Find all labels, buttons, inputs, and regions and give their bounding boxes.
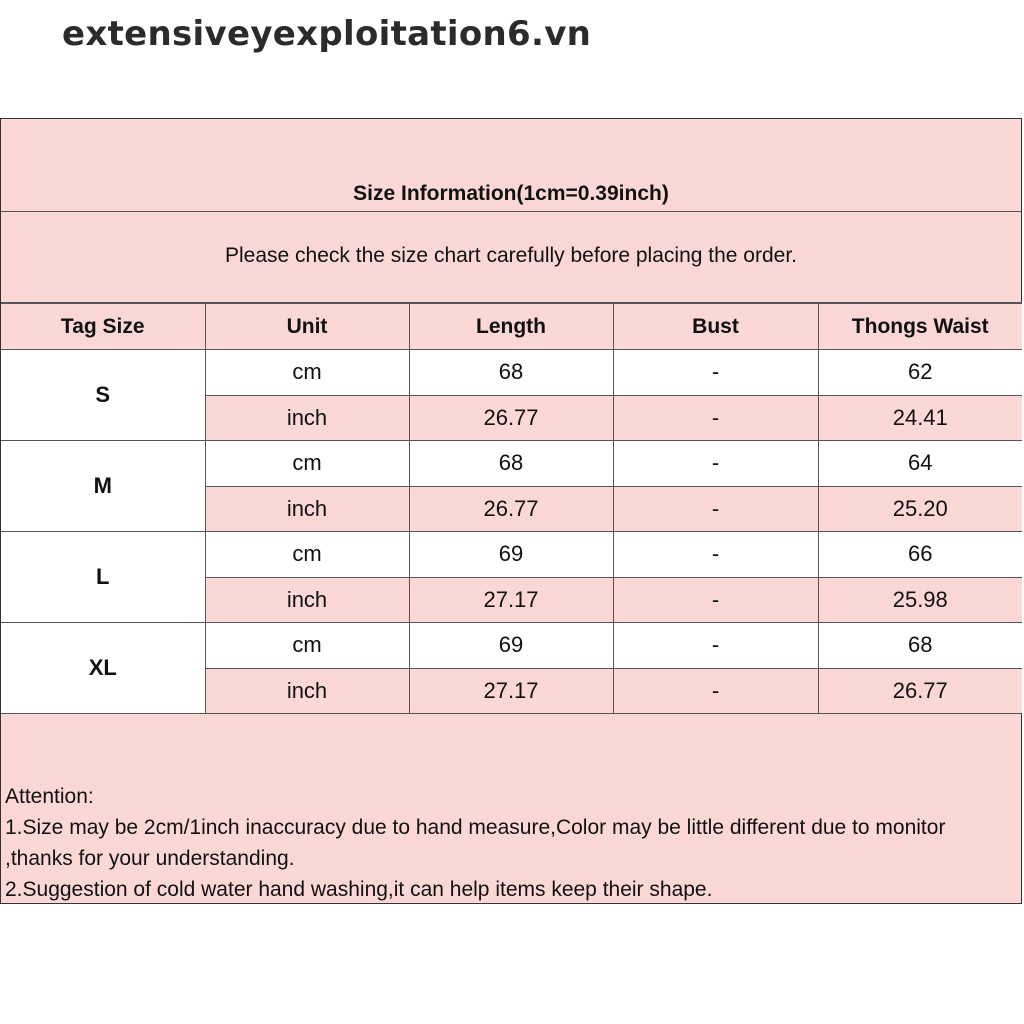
size-label: S <box>1 350 205 441</box>
waist-cell: 66 <box>818 532 1022 578</box>
attention-line-2: 2.Suggestion of cold water hand washing,it can help items keep their shape. <box>5 878 713 901</box>
waist-cell: 25.98 <box>818 577 1022 623</box>
waist-cell: 26.77 <box>818 668 1022 714</box>
bust-cell: - <box>613 577 818 623</box>
size-table <box>1 303 1022 714</box>
length-cell: 26.77 <box>409 395 613 441</box>
length-cell: 68 <box>409 441 613 487</box>
header-bust: Bust <box>613 304 818 350</box>
header-unit: Unit <box>205 304 409 350</box>
bust-cell: - <box>613 350 818 396</box>
attention-notes <box>5 781 1011 905</box>
bust-cell: - <box>613 532 818 578</box>
unit-cell: cm <box>205 532 409 578</box>
unit-cell: cm <box>205 350 409 396</box>
size-chart <box>0 118 1022 904</box>
length-cell: 27.17 <box>409 668 613 714</box>
unit-cell: cm <box>205 441 409 487</box>
header-tag-size: Tag Size <box>1 304 205 350</box>
unit-cell: inch <box>205 395 409 441</box>
length-cell: 27.17 <box>409 577 613 623</box>
watermark-text: extensiveyexploitation6.vn <box>62 14 592 54</box>
length-cell: 68 <box>409 350 613 396</box>
waist-cell: 25.20 <box>818 486 1022 532</box>
attention-line-1: 1.Size may be 2cm/1inch inaccuracy due to hand measure,Color may be little different due to monitor ,thanks for your understanding. <box>5 816 946 870</box>
header-length: Length <box>409 304 613 350</box>
length-cell: 69 <box>409 623 613 669</box>
chart-title: Size Information(1cm=0.39inch) <box>353 182 669 205</box>
size-label: XL <box>1 623 205 714</box>
bust-cell: - <box>613 623 818 669</box>
size-label: M <box>1 441 205 532</box>
table-row <box>1 441 1022 487</box>
bust-cell: - <box>613 486 818 532</box>
title-row <box>1 119 1021 212</box>
header-row <box>1 304 1022 350</box>
table-row <box>1 623 1022 669</box>
size-label: L <box>1 532 205 623</box>
bust-cell: - <box>613 441 818 487</box>
unit-cell: cm <box>205 623 409 669</box>
bust-cell: - <box>613 668 818 714</box>
header-thongs-waist: Thongs Waist <box>818 304 1022 350</box>
unit-cell: inch <box>205 486 409 532</box>
unit-cell: inch <box>205 577 409 623</box>
unit-cell: inch <box>205 668 409 714</box>
waist-cell: 64 <box>818 441 1022 487</box>
attention-heading: Attention: <box>5 785 94 808</box>
chart-subtitle: Please check the size chart carefully before placing the order. <box>225 244 797 267</box>
waist-cell: 24.41 <box>818 395 1022 441</box>
table-row <box>1 350 1022 396</box>
waist-cell: 68 <box>818 623 1022 669</box>
waist-cell: 62 <box>818 350 1022 396</box>
length-cell: 69 <box>409 532 613 578</box>
table-row <box>1 532 1022 578</box>
bust-cell: - <box>613 395 818 441</box>
length-cell: 26.77 <box>409 486 613 532</box>
subtitle-row <box>1 212 1021 303</box>
